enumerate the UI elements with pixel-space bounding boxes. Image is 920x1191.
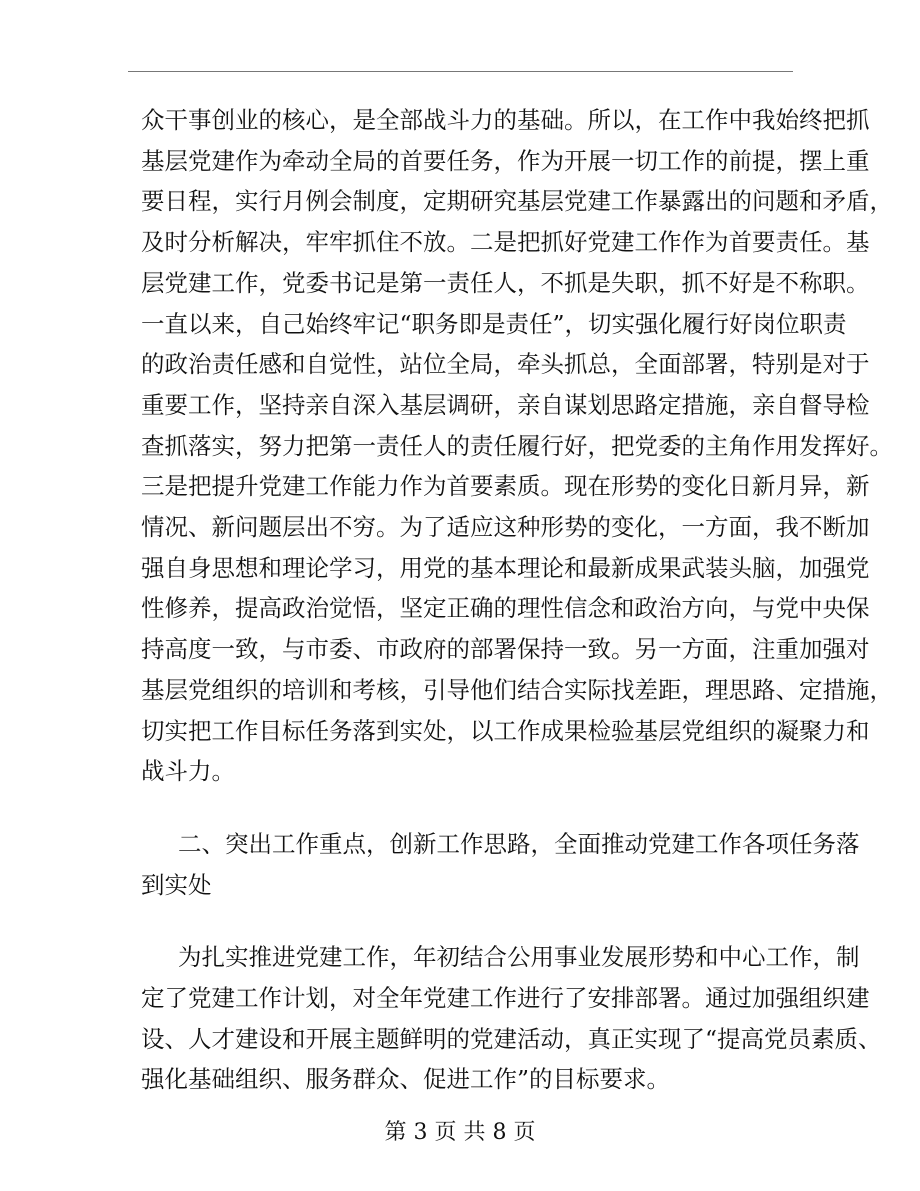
text-line: 要日程，实行月例会制度，定期研究基层党建工作暴露出的问题和矛盾， [141, 187, 893, 216]
paragraph-gap [141, 905, 801, 937]
text-line: 强化基础组织、服务群众、促进工作”的目标要求。 [141, 1065, 671, 1094]
text-line: 基层党组织的培训和考核，引导他们结合实际找差距，理思路、定措施， [141, 675, 893, 704]
text-line: 一直以来，自己始终牢记“职务即是责任”，切实强化履行好岗位职责 [141, 309, 847, 338]
paragraph-gap [141, 792, 801, 824]
text-line: 三是把提升党建工作能力作为首要素质。现在形势的变化日新月异，新 [141, 472, 870, 501]
text-line: 为扎实推进党建工作，年初结合公用事业发展形势和中心工作，制 [178, 943, 860, 972]
text-line: 层党建工作，党委书记是第一责任人，不抓是失职，抓不好是不称职。 [141, 268, 870, 297]
text-line: 重要工作，坚持亲自深入基层调研，亲自谋划思路定措施，亲自督导检 [141, 390, 870, 419]
text-line: 战斗力。 [141, 757, 235, 786]
text-line: 的政治责任感和自觉性，站位全局，牵头抓总，全面部署，特别是对于 [141, 350, 870, 379]
text-line: 强自身思想和理论学习，用党的基本理论和最新成果武装头脑，加强党 [141, 553, 870, 582]
body-paragraph-3 [141, 937, 882, 1100]
text-line: 设、人才建设和开展主题鲜明的党建活动，真正实现了“提高党员素质、 [141, 1024, 882, 1053]
text-line: 查抓落实，努力把第一责任人的责任履行好，把党委的主角作用发挥好。 [141, 431, 893, 460]
text-line: 情况、新问题层出不穷。为了适应这种形势的变化，一方面，我不断加 [141, 513, 870, 542]
document-body [141, 100, 893, 1100]
section-heading-2 [141, 824, 860, 905]
page-number-footer: 第 3 页 共 8 页 [384, 1120, 536, 1145]
text-line: 性修养，提高政治觉悟，坚定正确的理性信念和政治方向，与党中央保 [141, 594, 870, 623]
header-rule [128, 71, 793, 72]
heading-line: 二、突出工作重点，创新工作思路，全面推动党建工作各项任务落 [178, 829, 860, 858]
text-line: 持高度一致，与市委、市政府的部署保持一致。另一方面，注重加强对 [141, 635, 870, 664]
text-line: 定了党建工作计划，对全年党建工作进行了安排部署。通过加强组织建 [141, 984, 870, 1013]
body-paragraph-1 [141, 100, 893, 792]
text-line: 众干事创业的核心，是全部战斗力的基础。所以，在工作中我始终把抓 [141, 106, 870, 134]
text-line: 基层党建作为牵动全局的首要任务，作为开展一切工作的前提，摆上重 [141, 146, 870, 175]
heading-line: 到实处 [141, 870, 212, 899]
text-line: 切实把工作目标任务落到实处，以工作成果检验基层党组织的凝聚力和 [141, 716, 870, 745]
text-line: 及时分析解决，牢牢抓住不放。二是把抓好党建工作作为首要责任。基 [141, 228, 870, 257]
